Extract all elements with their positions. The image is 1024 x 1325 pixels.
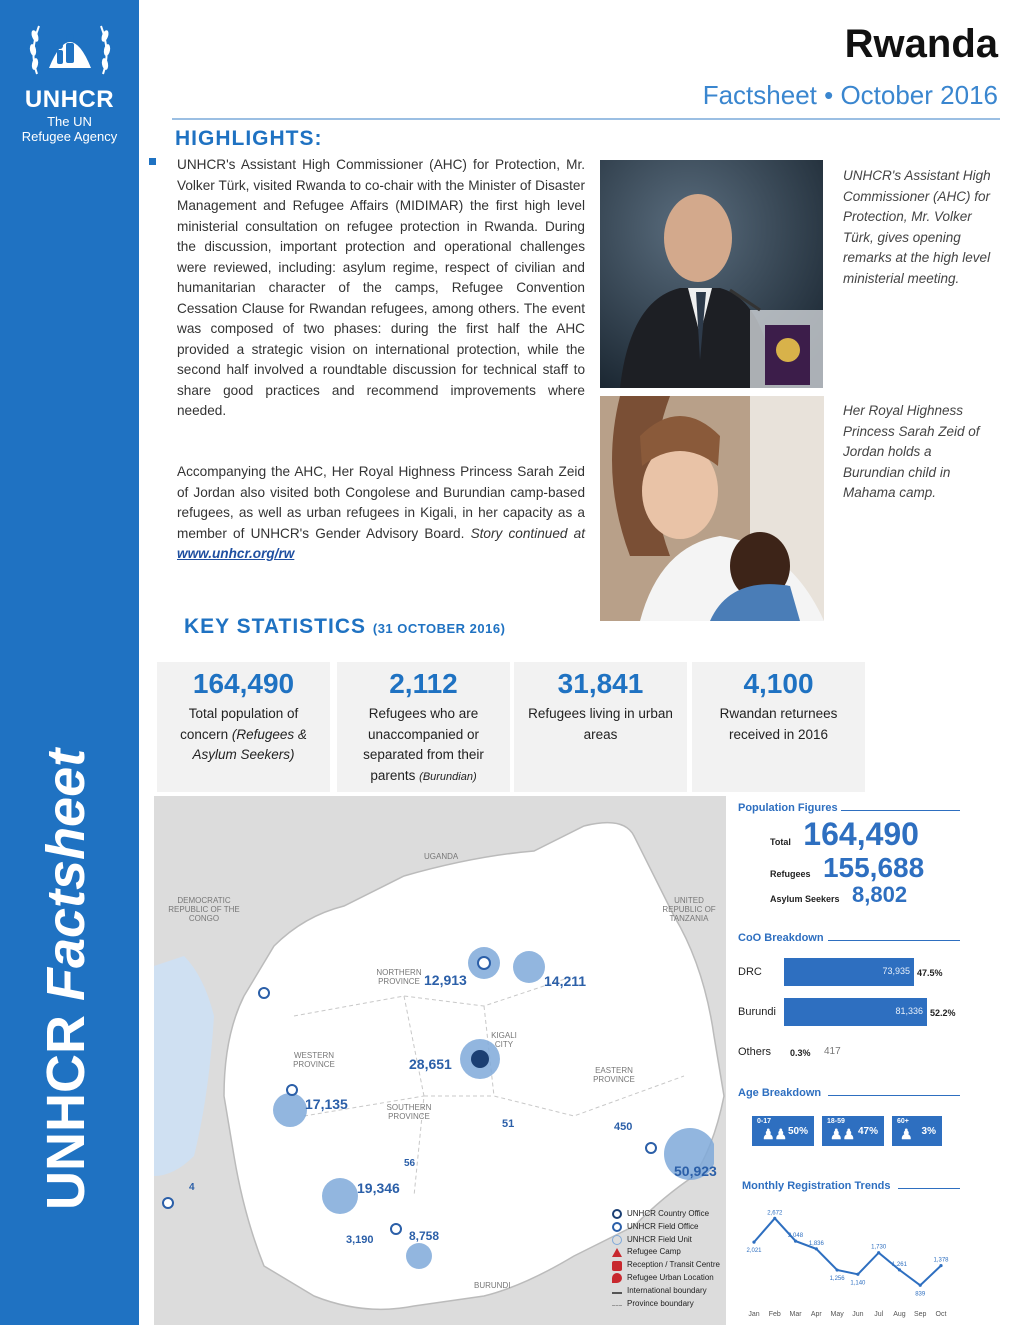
logo-brand: UNHCR (24, 86, 115, 113)
map-label-drc: DEMOCRATIC REPUBLIC OF THE CONGO (168, 896, 240, 923)
key-statistics-heading: KEY STATISTICS (184, 615, 367, 638)
trend-x-tick-label: Feb (768, 1311, 781, 1318)
photo-caption-1: UNHCR's Assistant High Commissioner (AHC) for Protection, Mr. Volker Türk, gives opening remarks at the high level ministerial meeting. (843, 168, 991, 286)
stat-value: 31,841 (557, 668, 644, 699)
photo-caption-2: Her Royal Highness Princess Sarah Zeid of Jordan holds a Burundian child in Mahama camp. (843, 403, 980, 500)
registration-trends-title: Monthly Registration Trends (742, 1180, 891, 1192)
map-value-kigali: 28,651 (409, 1056, 452, 1072)
trend-point (752, 1241, 755, 1244)
trend-x-tick-label: Jun (852, 1311, 864, 1318)
trend-data-label: 1,836 (808, 1240, 824, 1247)
trend-x-tick-label: Jan (748, 1311, 760, 1318)
trend-x-tick-label: Mar (789, 1311, 802, 1318)
age-group-18-59: 18-59 ♟♟ 47% (822, 1116, 884, 1146)
stat-label: Refugees who are unaccompanied or separated from their parents (Burundian) (363, 706, 484, 783)
age-group-60-plus: 60+ ♟ 3% (892, 1116, 942, 1146)
population-refugees-row: Refugees 155,688 (770, 852, 925, 883)
coo-pct-others: 0.3% (790, 1048, 811, 1058)
vertical-title (35, 690, 97, 1210)
stat-card-unaccompanied (337, 662, 510, 792)
trend-data-label: 1,256 (829, 1276, 845, 1283)
unhcr-logo (12, 12, 127, 144)
legend-item: UNHCR Country Office (612, 1208, 720, 1221)
trend-point (815, 1247, 818, 1250)
map-value-kiziba: 17,135 (305, 1096, 348, 1112)
statistics-panel (726, 796, 960, 1325)
map-value-mahama: 50,923 (674, 1163, 717, 1179)
trend-data-label: 1,378 (933, 1257, 949, 1264)
stat-label: Total population of concern (Refugees & Asylum Seekers) (180, 706, 307, 762)
trend-data-label: 1,261 (891, 1261, 907, 1268)
coo-label-others: Others (738, 1046, 772, 1058)
key-statistics-title (184, 615, 505, 639)
map-value-gatore: 450 (614, 1121, 633, 1133)
unhcr-emblem-icon (25, 12, 115, 82)
coo-label-drc: DRC (738, 966, 762, 978)
age-group-0-17: 0-17 ♟♟ 50% (752, 1116, 814, 1146)
highlights-paragraph-1: UNHCR's Assistant High Commissioner (AHC) for Protection, Mr. Volker Türk, visited Rwanda to co-chair with the Minister of Disaster Management and Refugee Affairs (MIDIMAR) the first high level ministerial consultation on refugee protection in Rwanda. During the discussion, important protection and operational challenges were reviewed, including: asylum regime, respect of civilian and humanitarian character of the camps, Refugee Convention Cessation Clause for Rwandan refugees, among others. The event was composed of two phases: during the first half the AHC provided a strategic vision on international protection, while the second half involved a roundtable discussion for technical staff to share good practices and recommend improvements where needed. (177, 157, 585, 418)
key-statistics-date: (31 OCTOBER 2016) (372, 621, 506, 636)
population-asylum-row: Asylum Seekers 8,802 (770, 882, 908, 907)
stat-value: 164,490 (192, 668, 295, 699)
map-label-northern-province: NORTHERN PROVINCE (376, 968, 422, 986)
trend-x-tick-label: Apr (810, 1311, 822, 1318)
map-value-gihembe: 12,913 (424, 972, 467, 988)
trend-x-tick-label: Sep (913, 1311, 927, 1318)
coo-pct-burundi: 52.2% (930, 1008, 956, 1018)
stat-value: 4,100 (743, 668, 814, 699)
map-label-uganda: UGANDA (424, 852, 459, 861)
country-title: Rwanda (844, 22, 998, 66)
map-value-nyabiheke: 14,211 (544, 973, 587, 989)
trend-point (773, 1217, 776, 1220)
stat-card-returnees (692, 662, 865, 792)
unhcr-rwanda-link[interactable]: www.unhcr.org/rw (177, 546, 295, 561)
age-breakdown-title: Age Breakdown (738, 1087, 822, 1099)
population-refugees-value: 155,688 (822, 852, 925, 883)
trend-data-label: 2,672 (767, 1210, 783, 1217)
stat-card-urban-refugees (514, 662, 687, 792)
trend-x-tick-label: Oct (935, 1311, 947, 1318)
coo-bar-burundi: 81,336 (784, 998, 927, 1026)
story-continued-text: Story continued at (470, 525, 585, 541)
stat-value: 2,112 (389, 668, 458, 699)
map-value-kigeme: 19,346 (357, 1180, 400, 1196)
trend-point (836, 1268, 839, 1271)
population-total-row: Total 164,490 (770, 816, 919, 852)
trend-point (919, 1284, 922, 1287)
photo-princess-sarah (600, 396, 824, 621)
logo-subtitle-line2: Refugee Agency (21, 129, 118, 144)
map-legend (612, 1208, 720, 1310)
coo-breakdown-title: CoO Breakdown (738, 932, 824, 944)
trend-data-label: 1,140 (850, 1280, 866, 1287)
trend-data-label: 2,048 (788, 1233, 804, 1240)
trend-x-tick-label: Jul (874, 1311, 884, 1318)
map-value-mugombwa: 8,758 (409, 1229, 440, 1243)
trend-point (898, 1268, 901, 1271)
trend-series-line (754, 1218, 941, 1285)
stat-label: Refugees living in urban areas (528, 706, 673, 742)
sidebar (0, 0, 139, 1325)
trend-data-label: 1,730 (871, 1244, 887, 1251)
map-value-bugesera: 51 (502, 1118, 515, 1130)
trend-point (794, 1240, 797, 1243)
panel-divider (841, 810, 960, 811)
logo-subtitle-line1: The UN (47, 114, 92, 129)
highlights-paragraph-2-text: Accompanying the AHC, Her Royal Highness Princess Sarah Zeid of Jordan also visited both Congolese and Burundian camp-based refugees, as well as urban refugees in Kigali, in her capacity as a member of UNHCR's Gender Advisory Board. (177, 464, 585, 541)
map-label-eastern-province: EASTERN PROVINCE (593, 1066, 635, 1084)
map-value-rusizi: 4 (189, 1182, 195, 1193)
panel-divider (828, 1095, 960, 1096)
trend-point (939, 1264, 942, 1267)
trend-data-label: 839 (915, 1291, 926, 1298)
trend-data-label: 2,021 (746, 1248, 762, 1255)
factsheet-date: Factsheet • October 2016 (702, 80, 998, 110)
trend-x-tick-label: May (830, 1311, 844, 1318)
legend-item: International boundary (612, 1285, 720, 1298)
people-icon: ♟♟ (762, 1126, 788, 1142)
stat-card-total-population (157, 662, 330, 792)
population-figures-title: Population Figures (738, 802, 838, 814)
panel-divider (898, 1188, 960, 1189)
elderly-icon: ♟ (900, 1126, 913, 1142)
legend-item: UNHCR Field Unit (612, 1234, 720, 1247)
coo-label-burundi: Burundi (738, 1006, 776, 1018)
header-divider (172, 118, 1000, 120)
legend-item: Refugee Urban Location (612, 1272, 720, 1285)
coo-value-others: 417 (824, 1046, 841, 1057)
trend-point (877, 1251, 880, 1254)
vertical-title-factsheet: Factsheet (36, 748, 96, 1001)
coo-bar-drc: 73,935 (784, 958, 914, 986)
trend-point (856, 1273, 859, 1276)
population-asylum-value: 8,802 (852, 882, 908, 907)
coo-pct-drc: 47.5% (917, 968, 943, 978)
population-total-value: 164,490 (803, 816, 919, 852)
trend-x-tick-label: Aug (893, 1311, 906, 1318)
map-value-nyanza: 56 (404, 1158, 416, 1169)
legend-item: UNHCR Field Office (612, 1221, 720, 1234)
legend-item: Reception / Transit Centre (612, 1259, 720, 1272)
legend-item: Refugee Camp (612, 1246, 720, 1259)
bullet-icon (149, 158, 156, 165)
map-label-burundi: BURUNDI (474, 1281, 511, 1290)
legend-item: Province boundary (612, 1298, 720, 1311)
photo-volker-turk (600, 160, 823, 388)
map-label-tanzania: UNITED REPUBLIC OF TANZANIA (662, 896, 716, 923)
highlights-paragraph-2 (177, 462, 585, 565)
map-label-kigali-city: KIGALI CITY (491, 1031, 517, 1049)
registration-trends-chart (736, 1196, 956, 1322)
highlights-title: HIGHLIGHTS: (175, 127, 323, 150)
stat-label: Rwandan returnees received in 2016 (719, 706, 838, 742)
vertical-title-unhcr: UNHCR (36, 1015, 96, 1210)
panel-divider (828, 940, 960, 941)
people-icon: ♟♟ (830, 1126, 856, 1142)
map-label-western-province: WESTERN PROVINCE (293, 1051, 335, 1069)
map-label-southern-province: SOUTHERN PROVINCE (386, 1103, 432, 1121)
map-value-huye: 3,190 (346, 1234, 374, 1246)
